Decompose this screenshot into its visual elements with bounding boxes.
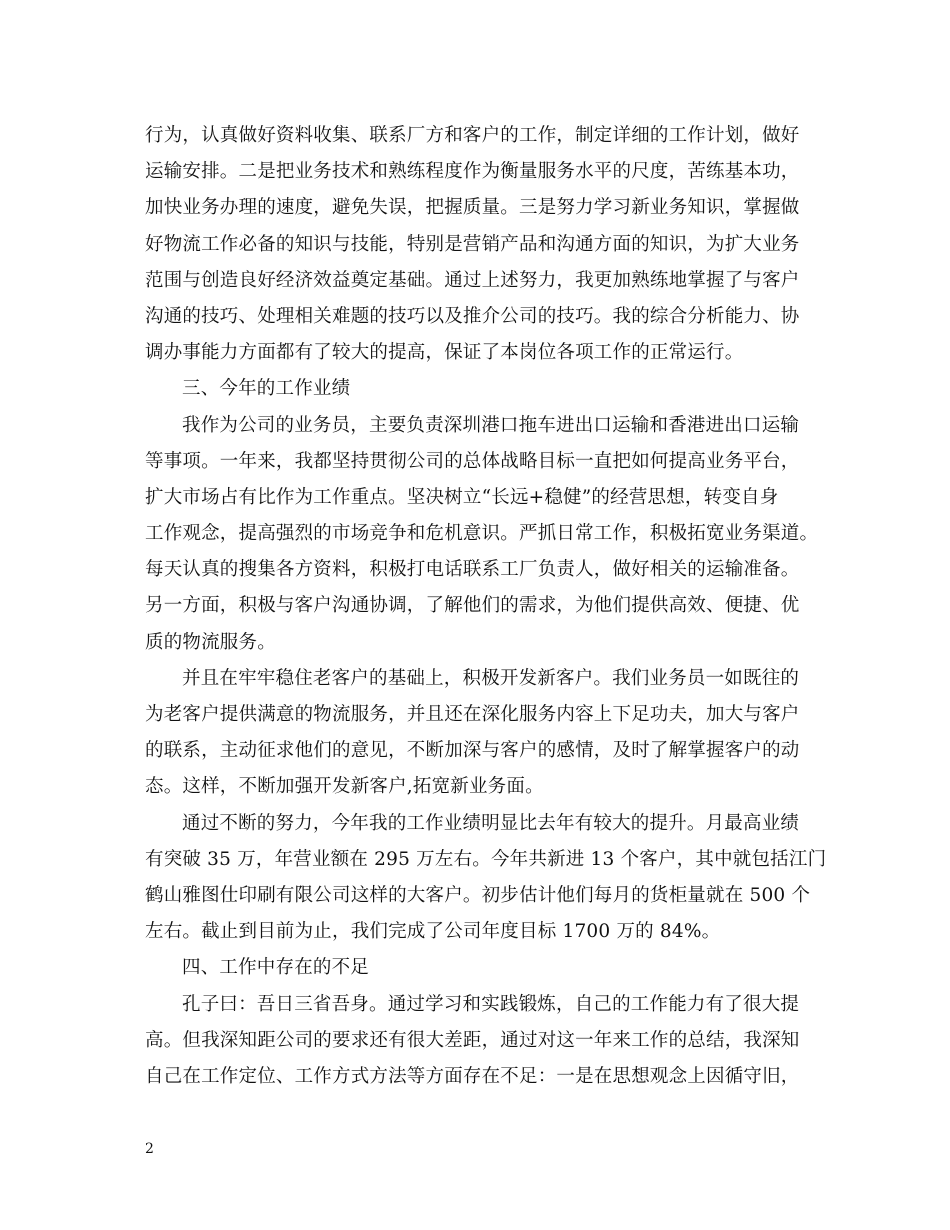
text-line: 等事项。一年来，我都坚持贯彻公司的总体战略目标一直把如何提高业务平台， (145, 450, 800, 472)
document-body (145, 118, 827, 1095)
text-line: 每天认真的搜集各方资料，积极打电话联系工厂负责人，做好相关的运输准备。 (145, 559, 800, 581)
text-line: 质的物流服务。 (145, 631, 276, 653)
text-line: 运输安排。二是把业务技术和熟练程度作为衡量服务水平的尺度，苦练基本功， (145, 161, 800, 183)
text-line: 通过不断的努力，今年我的工作业绩明显比去年有较大的提升。月最高业绩 (182, 812, 800, 834)
text-line: 为老客户提供满意的物流服务，并且还在深化服务内容上下足功夫，加大与客户 (145, 704, 800, 725)
text-line: 加快业务办理的速度，避免失误，把握质量。三是努力学习新业务知识，掌握做 (145, 197, 800, 219)
text-line: 的联系，主动征求他们的意见，不断加深与客户的感情，及时了解掌握客户的动 (145, 740, 800, 762)
text-line: 另一方面，积极与客户沟通协调，了解他们的需求，为他们提供高效、便捷、优 (145, 595, 800, 617)
text-line: 并且在牢牢稳住老客户的基础上，积极开发新客户。我们业务员一如既往的 (182, 667, 800, 689)
text-line: 有突破 35 万，年营业额在 295 万左右。今年共新进 13 个客户，其中就包括江门 (145, 848, 827, 870)
text-line: 扩大市场占有比作为工作重点。坚决树立“长远+稳健”的经营思想，转变自身 (145, 486, 779, 508)
text-line: 孔子曰：吾日三省吾身。通过学习和实践锻炼，自己的工作能力有了很大提 (182, 993, 800, 1015)
text-line: 左右。截止到目前为止，我们完成了公司年度目标 1700 万的 84%。 (145, 921, 721, 943)
text-line: 高。但我深知距公司的要求还有很大差距，通过对这一年来工作的总结，我深知 (145, 1029, 800, 1051)
text-line: 工作观念，提高强烈的市场竞争和危机意识。严抓日常工作，积极拓宽业务渠道。 (145, 523, 819, 545)
page-number: 2 (145, 1141, 154, 1157)
text-line: 自己在工作定位、工作方式方法等方面存在不足：一是在思想观念上因循守旧， (145, 1065, 800, 1087)
text-line: 范围与创造良好经济效益奠定基础。通过上述努力，我更加熟练地掌握了与客户 (145, 269, 800, 291)
text-line: 沟通的技巧、处理相关难题的技巧以及推介公司的技巧。我的综合分析能力、协 (145, 305, 800, 327)
text-line: 我作为公司的业务员，主要负责深圳港口拖车进出口运输和香港进出口运输 (182, 414, 800, 436)
text-line: 四、工作中存在的不足 (182, 957, 370, 979)
text-line: 态。这样，不断加强开发新客户,拓宽新业务面。 (145, 776, 544, 798)
text-line: 三、今年的工作业绩 (182, 378, 351, 400)
text-line: 调办事能力方面都有了较大的提高，保证了本岗位各项工作的正常运行。 (145, 342, 744, 364)
text-line: 好物流工作必备的知识与技能，特别是营销产品和沟通方面的知识，为扩大业务 (145, 233, 800, 255)
text-line: 行为，认真做好资料收集、联系厂方和客户的工作，制定详细的工作计划，做好 (145, 125, 800, 146)
text-line: 鹤山雅图仕印刷有限公司这样的大客户。初步估计他们每月的货柜量就在 500 个 (145, 884, 811, 906)
